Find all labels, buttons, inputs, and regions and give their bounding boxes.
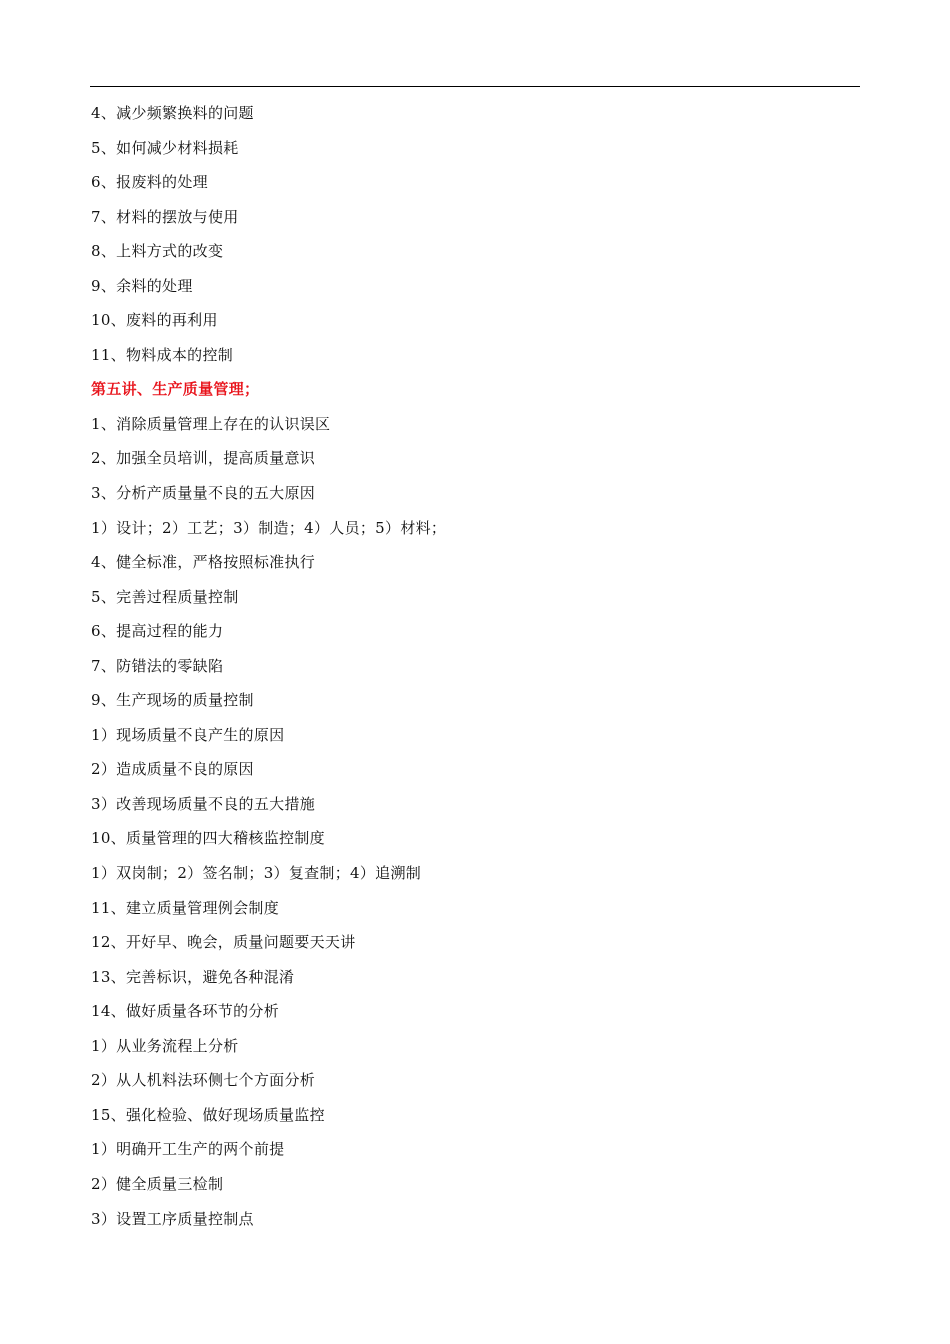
- list-item: 11、物料成本的控制: [91, 345, 234, 364]
- list-item: 15、强化检验、做好现场质量监控: [91, 1105, 325, 1124]
- sub-list-item: 1）从业务流程上分析: [91, 1036, 239, 1055]
- list-item: 2、加强全员培训，提高质量意识: [91, 449, 316, 468]
- list-item: 5、完善过程质量控制: [91, 587, 239, 606]
- sub-list-item: 1）双岗制；2）签名制；3）复查制；4）追溯制: [91, 864, 422, 883]
- list-item: 7、防错法的零缺陷: [91, 656, 224, 675]
- document-body: [91, 98, 861, 1238]
- sub-list-item: 3）设置工序质量控制点: [91, 1209, 254, 1228]
- list-item: 7、材料的摆放与使用: [91, 207, 239, 226]
- list-item: 14、做好质量各环节的分析: [91, 1002, 279, 1021]
- list-item: 13、完善标识，避免各种混淆: [91, 967, 295, 986]
- sub-list-item: 2）健全质量三检制: [91, 1174, 224, 1193]
- sub-list-item: 3）改善现场质量不良的五大措施: [91, 794, 316, 813]
- list-item: 9、余料的处理: [91, 276, 193, 295]
- list-item: 4、减少频繁换料的问题: [91, 104, 254, 122]
- list-item: 10、废料的再利用: [91, 311, 218, 330]
- list-item: 11、建立质量管理例会制度: [91, 898, 279, 917]
- header-rule: [90, 86, 860, 87]
- list-item: 6、报废料的处理: [91, 173, 208, 192]
- sub-list-item: 1）现场质量不良产生的原因: [91, 725, 285, 744]
- list-item: 10、质量管理的四大稽核监控制度: [91, 829, 325, 848]
- list-item: 3、分析产质量量不良的五大原因: [91, 484, 316, 503]
- list-item: 1、消除质量管理上存在的认识误区: [91, 414, 331, 433]
- sub-list-item: 2）从人机料法环侧七个方面分析: [91, 1071, 316, 1090]
- list-item: 8、上料方式的改变: [91, 242, 224, 261]
- sub-list-item: 1）设计；2）工艺；3）制造；4）人员；5）材料；: [91, 518, 447, 537]
- list-item: 9、生产现场的质量控制: [91, 691, 254, 710]
- list-item: 12、开好早、晚会，质量问题要天天讲: [91, 933, 356, 952]
- sub-list-item: 2）造成质量不良的原因: [91, 760, 254, 779]
- section-heading: 第五讲、生产质量管理；: [91, 380, 260, 399]
- list-item: 6、提高过程的能力: [91, 622, 224, 641]
- sub-list-item: 1）明确开工生产的两个前提: [91, 1140, 285, 1159]
- list-item: 5、如何减少材料损耗: [91, 138, 239, 157]
- list-item: 4、健全标准，严格按照标准执行: [91, 553, 316, 572]
